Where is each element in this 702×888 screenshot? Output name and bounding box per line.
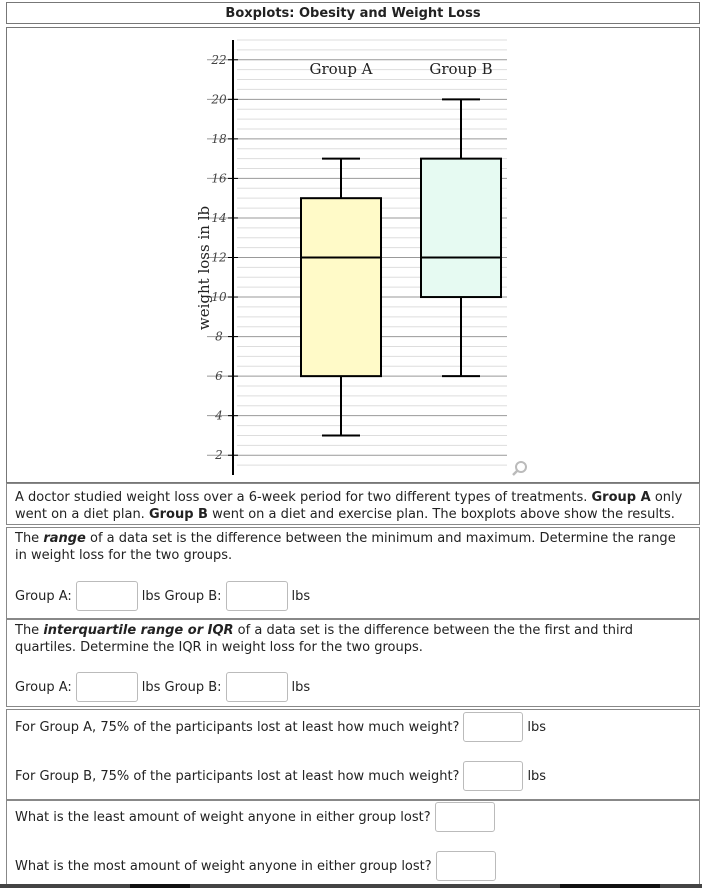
iqr-question-panel	[6, 619, 700, 707]
iqr-term: interquartile range or IQR	[43, 623, 234, 638]
y-tick-label: 4	[215, 408, 223, 423]
range-text-1: The	[15, 531, 44, 546]
intro-panel	[6, 483, 700, 525]
y-tick-label: 12	[211, 250, 227, 265]
y-tick-label: 16	[211, 171, 227, 186]
range-group-b-input[interactable]	[226, 581, 288, 611]
intro-text-3: went on a diet and exercise plan. The boxplots above show the results.	[207, 507, 675, 522]
least-weight-input[interactable]	[435, 802, 495, 832]
range-group-a-label: Group A:	[15, 588, 72, 604]
range-question-text	[15, 530, 691, 564]
intro-group-b: Group B	[148, 507, 208, 522]
iqr-group-a-label: Group A:	[15, 679, 72, 695]
boxplot-chart	[7, 28, 699, 482]
group-b-75-lbs: lbs	[527, 768, 547, 784]
intro-group-a: Group A	[591, 490, 651, 505]
iqr-text-2: of a data set is the difference between the the first and third quartiles. Determine the IQR in weight loss for the two groups.	[15, 623, 633, 655]
iqr-group-a-input[interactable]	[76, 672, 138, 702]
extremes-question-panel	[6, 800, 700, 888]
most-weight-text: What is the most amount of weight anyone in either group lost?	[15, 858, 432, 874]
least-weight-row	[15, 802, 499, 832]
group-b-75-input[interactable]	[463, 761, 523, 791]
y-tick-label: 20	[211, 92, 227, 107]
y-axis-label: weight loss in lb	[195, 205, 213, 331]
range-group-b-label: lbs Group B:	[141, 588, 222, 604]
box-a-label: Group A	[309, 60, 373, 78]
most-weight-input[interactable]	[436, 851, 496, 881]
iqr-lbs-label: lbs	[291, 679, 311, 695]
group-a-75-row	[15, 712, 546, 742]
range-question-panel	[6, 527, 700, 619]
iqr-group-b-input[interactable]	[226, 672, 288, 702]
range-group-a-input[interactable]	[76, 581, 138, 611]
iqr-group-b-label: lbs Group B:	[141, 679, 222, 695]
iqr-answer-row	[15, 672, 310, 702]
box-b-label: Group B	[429, 60, 493, 78]
chart-title: Boxplots: Obesity and Weight Loss	[6, 2, 700, 24]
y-tick-label: 8	[215, 329, 223, 344]
iqr-question-text	[15, 622, 691, 656]
chart-area	[6, 27, 700, 483]
y-tick-label: 18	[211, 131, 227, 146]
y-tick-label: 14	[211, 210, 227, 225]
y-tick-label: 22	[211, 52, 227, 67]
bottom-scrollbar[interactable]	[0, 884, 702, 888]
y-tick-label: 2	[215, 448, 223, 463]
quartile-question-panel	[6, 709, 700, 800]
group-b-75-row	[15, 761, 546, 791]
y-tick-label: 10	[211, 290, 227, 305]
magnifier-icon[interactable]	[510, 458, 532, 480]
box-b-iqr	[421, 159, 501, 297]
box-a-iqr	[301, 198, 381, 376]
group-a-75-lbs: lbs	[527, 719, 547, 735]
group-a-75-input[interactable]	[463, 712, 523, 742]
group-a-75-text: For Group A, 75% of the participants lost at least how much weight?	[15, 719, 460, 735]
group-b-75-text: For Group B, 75% of the participants lost at least how much weight?	[15, 768, 460, 784]
iqr-text-1: The	[15, 623, 44, 638]
range-answer-row	[15, 581, 310, 611]
y-tick-label: 6	[215, 369, 223, 384]
range-term: range	[43, 531, 86, 546]
intro-text-2: only went on a diet plan.	[15, 490, 683, 522]
most-weight-row	[15, 851, 500, 881]
range-lbs-label: lbs	[291, 588, 311, 604]
intro-text-1: A doctor studied weight loss over a 6-week period for two different types of treatments.	[15, 490, 592, 505]
range-text-2: of a data set is the difference between the minimum and maximum. Determine the range in weight loss for the two groups.	[15, 531, 676, 563]
least-weight-text: What is the least amount of weight anyone in either group lost?	[15, 809, 431, 825]
